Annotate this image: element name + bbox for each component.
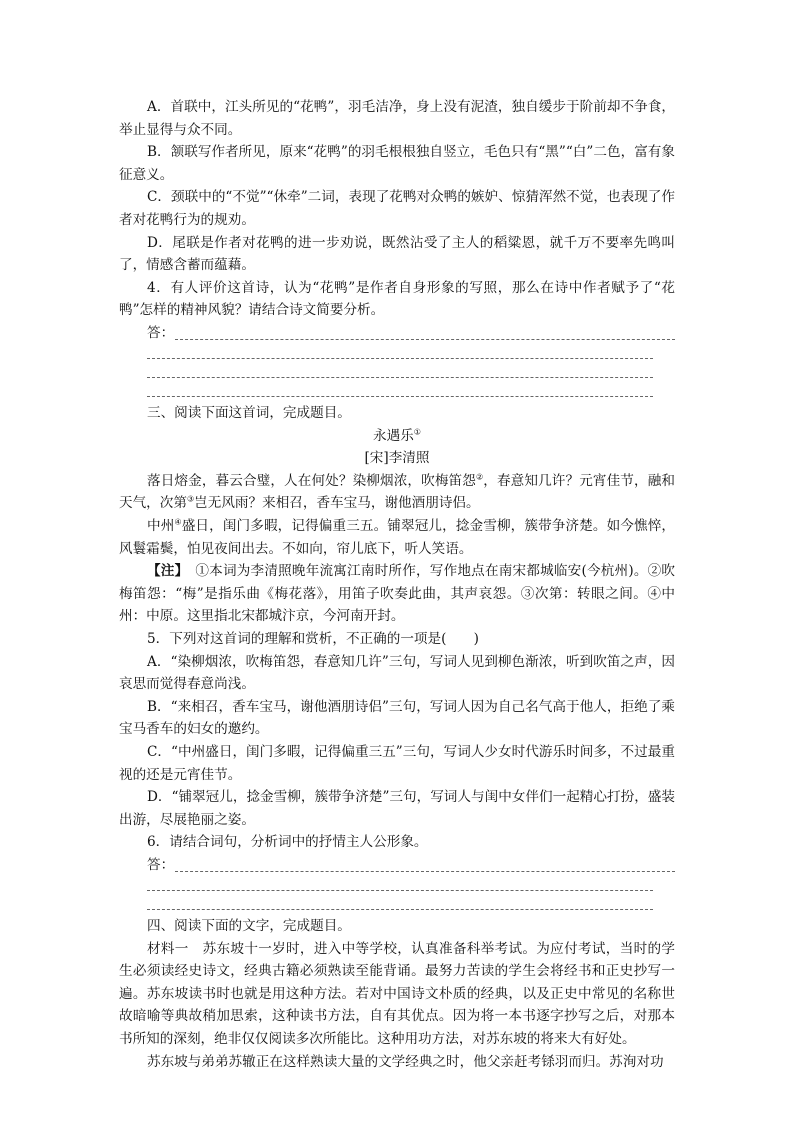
section-4-heading: 四、阅读下面的文字，完成题目。: [147, 917, 351, 934]
note-label: 【注】: [147, 563, 182, 580]
poem-title-text: 永遇乐: [373, 427, 414, 444]
q4-answer-area[interactable]: [119, 322, 675, 345]
footnote-mark: ③: [186, 494, 195, 504]
question-5: 5．下列对这首词的理解和赏析，不正确的一项是( ): [147, 631, 479, 648]
q3-option-d: D．尾联是作者对花鸭的进一步劝说，既然沾受了主人的稻粱恩，就千万不要率先鸣叫了，情感含蓄而蕴藉。: [119, 234, 675, 274]
material-1-paragraph-2: 苏东坡与弟弟苏辙正在这样熟读大量的文学经典之时，他父亲赶考铩羽而归。苏洵对功: [147, 1053, 664, 1070]
poem-text: ，春意知几许？元宵佳节，融和天气，次第: [119, 472, 676, 512]
question-4: 4．有人评价这首诗，认为“花鸭”是作者自身形象的写照，那么在诗中作者赋予了“花鸭”怎样的精神风貌？请结合诗文简要分析。: [119, 279, 675, 319]
footnote-mark: ②: [475, 472, 484, 482]
answer-label: 答：: [147, 324, 175, 341]
answer-label: 答：: [147, 856, 175, 873]
answer-line: [175, 871, 675, 872]
q6-answer-area[interactable]: [119, 854, 675, 877]
q5-option-c[interactable]: C．“中州盛日，闺门多暇，记得偏重三五”三句，写词人少女时代游乐时间多，不过最重视的还是元宵佳节。: [119, 744, 675, 783]
answer-line: [175, 339, 675, 340]
question-6: 6．请结合词句，分析词中的抒情主人公形象。: [147, 834, 428, 851]
poem-title: [119, 425, 675, 448]
poem-note: [119, 560, 675, 628]
poem-stanza-2: [119, 515, 675, 560]
note-text: ①本词为李清照晚年流寓江南时所作，写作地点在南宋都城临安(今杭州)。②吹梅笛怨：“梅”是指乐曲《梅花落》，用笛子吹奏此曲，其声哀怨。③次第：转眼之间。④中州：中原。这里指北宋都城汴京，今河南开封。: [119, 563, 676, 625]
document-page: [119, 96, 675, 1073]
poem-text: 落日熔金，暮云合璧，人在何处？染柳烟浓，吹梅笛怨: [147, 472, 476, 489]
answer-line[interactable]: [119, 877, 675, 896]
answer-line[interactable]: [119, 383, 675, 402]
footnote-mark: ④: [174, 517, 182, 527]
answer-line[interactable]: [119, 896, 675, 915]
footnote-mark: ①: [413, 427, 421, 437]
answer-line[interactable]: [119, 345, 675, 364]
poem-text: 盛日，闺门多暇，记得偏重三五。铺翠冠儿，捻金雪柳，簇带争济楚。如今憔悴，风鬟霜鬓，怕见夜间出去。不如向，帘儿底下，听人笑语。: [119, 518, 676, 557]
poem-text: 中州: [147, 518, 175, 535]
section-3-heading: 三、阅读下面这首词，完成题目。: [147, 405, 351, 422]
answer-line[interactable]: [119, 364, 675, 383]
q5-option-a[interactable]: A．“染柳烟浓，吹梅笛怨，春意知几许”三句，写词人见到柳色渐浓，听到吹笛之声，因哀思而觉得春意尚浅。: [119, 653, 675, 693]
q5-option-d[interactable]: D．“铺翠冠儿，捻金雪柳，簇带争济楚”三句，写词人与闺中女伴们一起精心打扮，盛装出游，尽展艳丽之姿。: [119, 789, 675, 828]
poem-stanza-1: [119, 470, 675, 515]
q3-option-a: A．首联中，江头所见的“花鸭”，羽毛洁净，身上没有泥渣，独自缓步于阶前却不争食，举止显得与众不同。: [119, 99, 675, 138]
q3-option-b: B．颔联写作者所见，原来“花鸭”的羽毛根根独自竖立，毛色只有“黑”“白”二色，富有象征意义。: [119, 144, 675, 183]
q3-option-c: C．颈联中的“不觉”“休牵”二词，表现了花鸭对众鸭的嫉妒、惊猜浑然不觉，也表现了作者对花鸭行为的规劝。: [119, 189, 675, 228]
q5-option-b[interactable]: B．“来相召，香车宝马，谢他酒朋诗侣”三句，写词人因为自己名气高于他人，拒绝了乘宝马香车的妇女的邀约。: [119, 698, 675, 738]
poem-author: [宋]李清照: [364, 450, 430, 467]
poem-text: 岂无风雨？来相召，香车宝马，谢他酒朋诗侣。: [194, 495, 480, 512]
material-1-paragraph-1: 材料一 苏东坡十一岁时，进入中等学校，认真准备科举考试。为应付考试，当时的学生必须读经史诗文，经典古籍必须熟读至能背诵。最努力苦读的学生会将经书和正史抄写一遍。苏东坡读书时也就是用这种方法。若对中国诗文朴质的经典，以及正史中常见的名称世故暗喻等典故稍加思索，这种读书方法，自有其优点。因为将一本书逐字抄写之后，对那本书所知的深刻，绝非仅仅阅读多次所能比。这种用功方法，对苏东坡的将来大有好处。: [119, 940, 675, 1047]
